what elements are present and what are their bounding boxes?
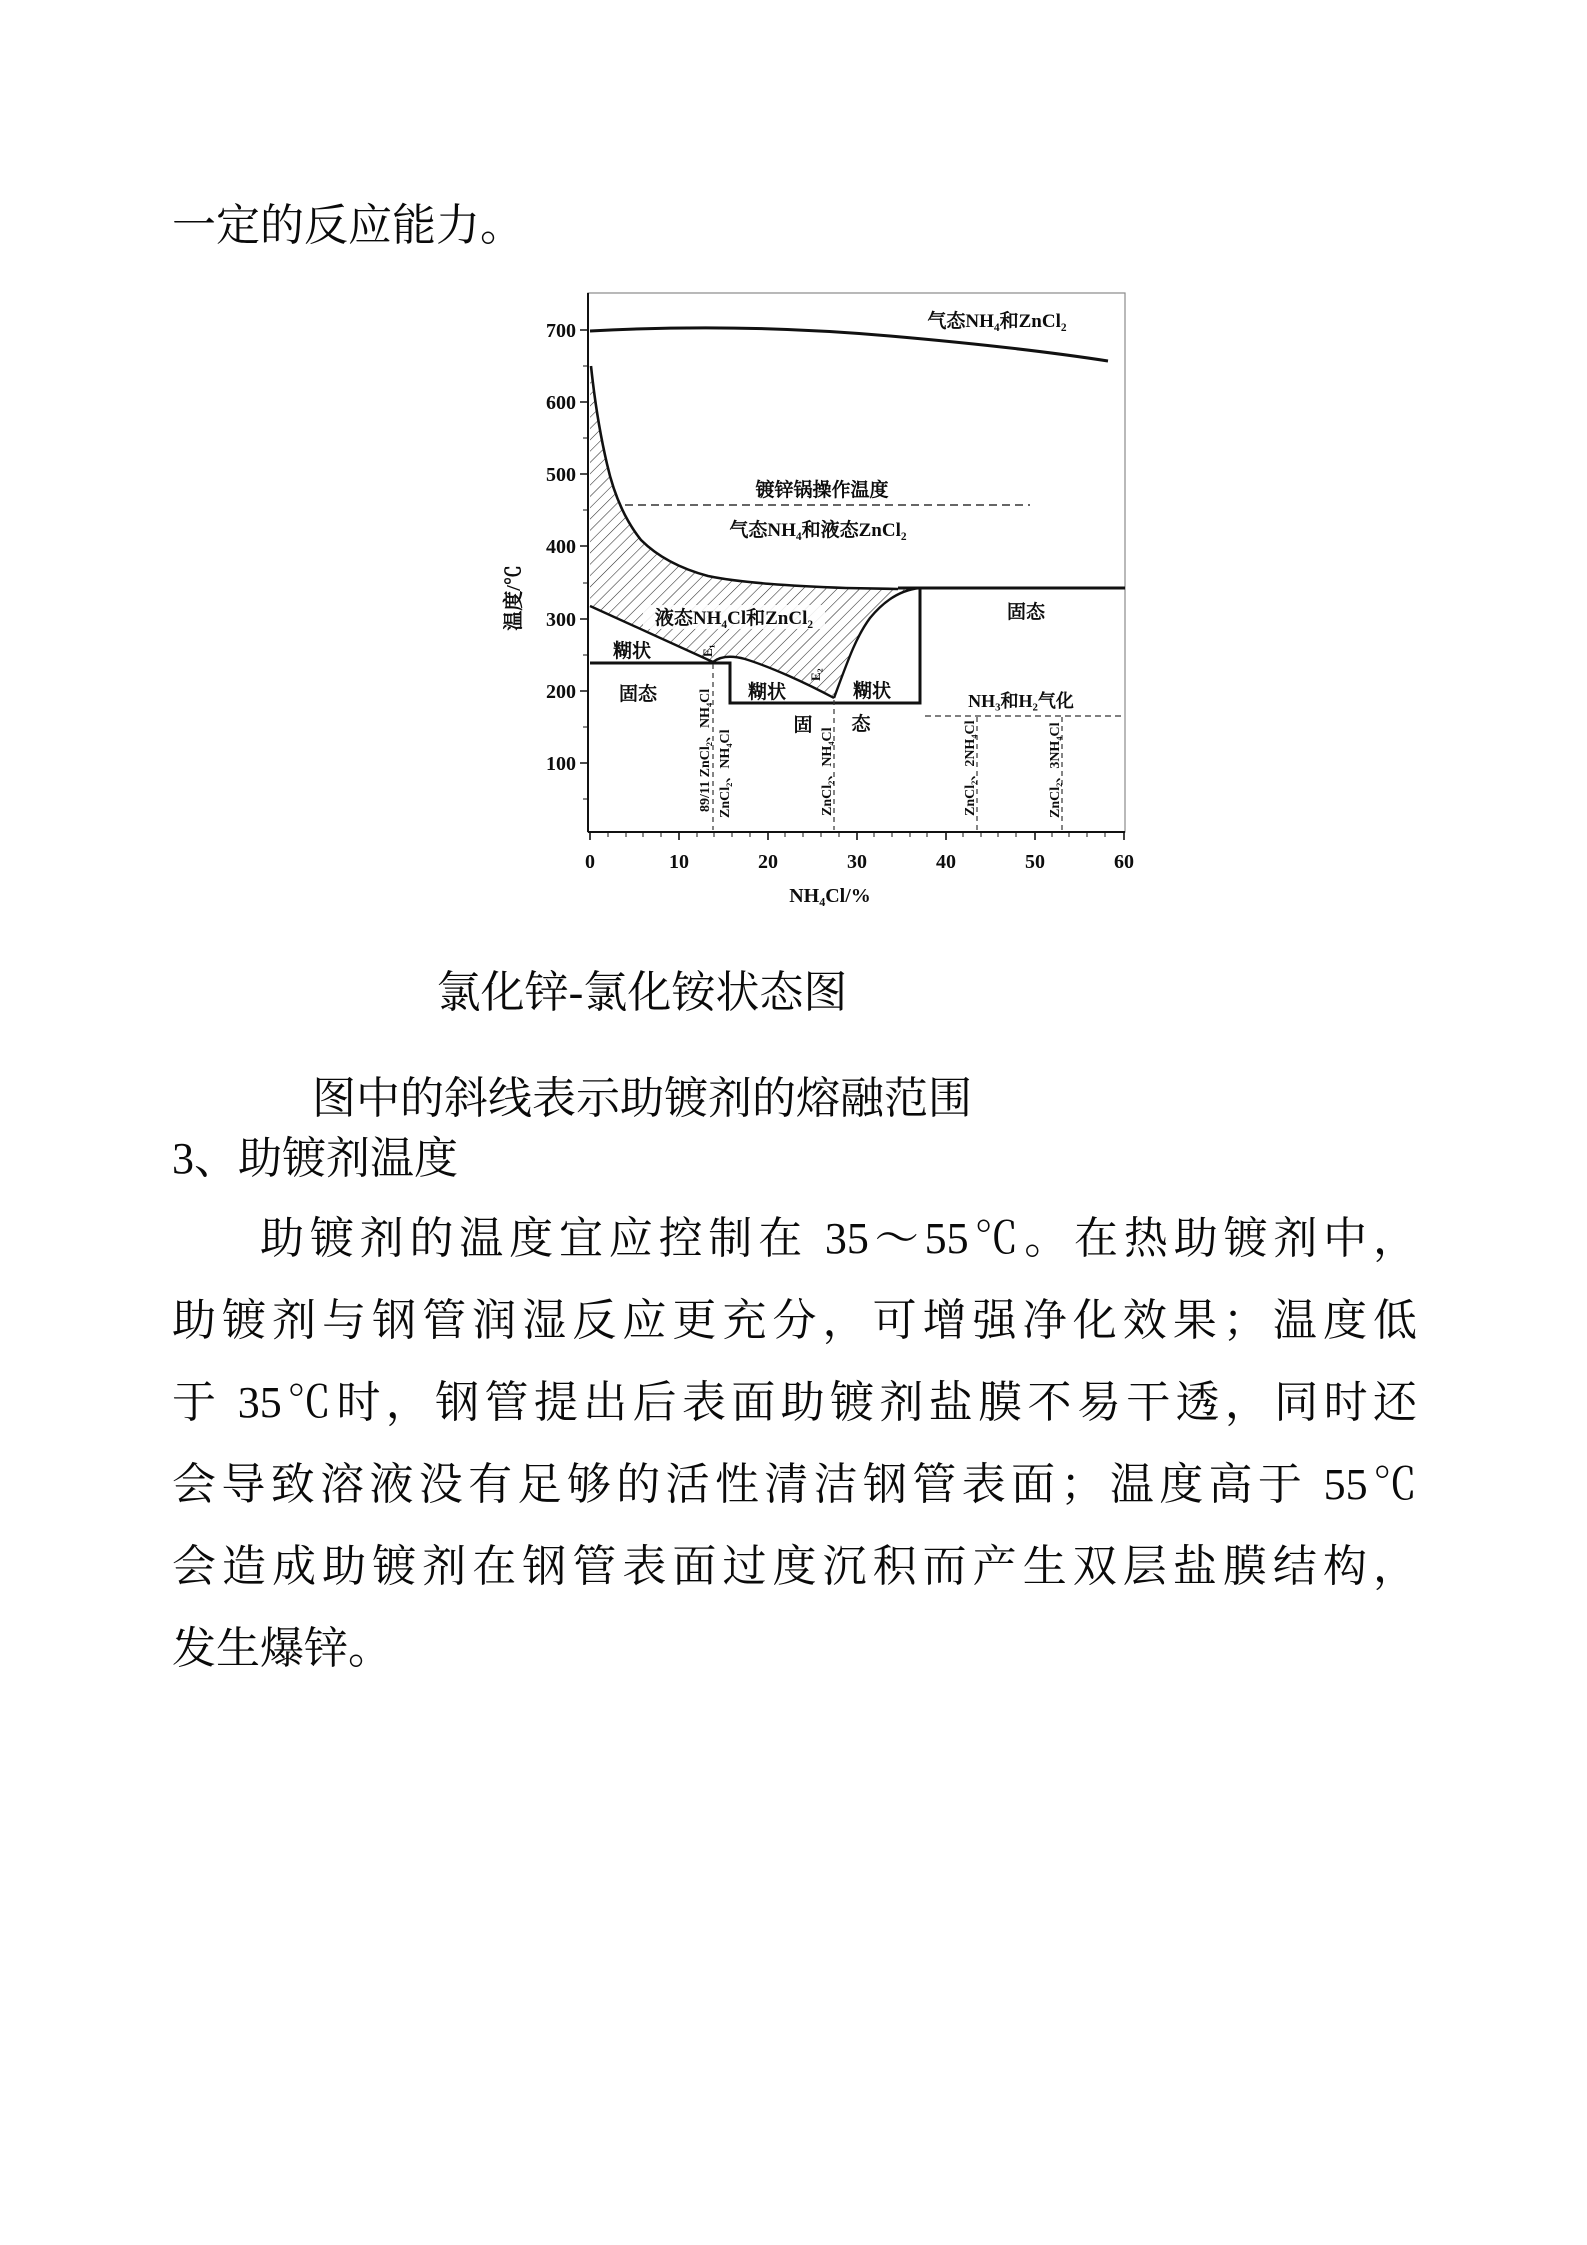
region-label-solid-right: 固态 (1006, 602, 1046, 623)
eutectic-label-e1: E₁ (700, 644, 715, 657)
section-heading: 3、助镀剂温度 (172, 1134, 458, 1183)
composition-label-1-3: ZnCl₂、3NH₄Cl (1048, 722, 1063, 818)
region-label-paste-left: 糊状 (612, 641, 652, 662)
y-tick-600: 600 (546, 392, 576, 414)
composition-label-1-2: ZnCl₂、2NH₄Cl (963, 720, 978, 816)
y-tick-300: 300 (546, 609, 576, 631)
x-tick-20: 20 (758, 851, 778, 873)
y-tick-700: 700 (546, 320, 576, 342)
composition-label-89-11: 89/11 ZnCl₂、NH₄Cl (698, 688, 713, 812)
paragraph-line-1: 助镀剂的温度宜应控制在 35～55℃。在热助镀剂中， (260, 1214, 1417, 1263)
intro-line: 一定的反应能力。 (172, 201, 524, 250)
figure-note: 图中的斜线表示助镀剂的熔融范围 (312, 1074, 972, 1123)
region-label-solid-mid-2: 态 (851, 714, 871, 735)
figure-caption: 氯化锌-氯化铵状态图 (436, 968, 848, 1017)
composition-label-1-1-b: ZnCl₂、NH₄Cl (820, 727, 835, 816)
paragraph-line-4: 会导致溶液没有足够的活性清洁钢管表面；温度高于 55℃ (172, 1460, 1417, 1509)
x-tick-50: 50 (1025, 851, 1045, 873)
x-major-ticks (590, 832, 1124, 840)
x-tick-60: 60 (1114, 851, 1134, 873)
region-label-paste-mid: 糊状 (747, 682, 787, 703)
x-tick-0: 0 (585, 851, 595, 873)
y-axis-title: 温度/℃ (503, 565, 525, 631)
region-label-solid-left: 固态 (618, 684, 658, 705)
paragraph-line-3: 于 35℃时，钢管提出后表面助镀剂盐膜不易干透，同时还 (172, 1378, 1417, 1427)
region-label-gas-liquid: 气态NH₄和液态ZnCl₂ (729, 520, 907, 541)
x-tick-10: 10 (669, 851, 689, 873)
eutectic-label-e2: E₂ (808, 668, 823, 681)
paragraph-line-5: 会造成助镀剂在钢管表面过度沉积而产生双层盐膜结构， (172, 1542, 1417, 1591)
paragraph-line-2: 助镀剂与钢管润湿反应更充分，可增强净化效果；温度低 (172, 1296, 1417, 1345)
paragraph-line-6: 发生爆锌。 (172, 1624, 392, 1673)
y-tick-400: 400 (546, 536, 576, 558)
x-tick-40: 40 (936, 851, 956, 873)
region-label-solid-mid-1: 固 (793, 715, 813, 736)
x-tick-30: 30 (847, 851, 867, 873)
composition-label-1-1-a: ZnCl₂、NH₄Cl (718, 729, 733, 818)
gas-boundary-curve (590, 328, 1108, 361)
y-tick-500: 500 (546, 464, 576, 486)
y-tick-200: 200 (546, 681, 576, 703)
y-tick-100: 100 (546, 753, 576, 775)
y-major-ticks (580, 330, 588, 763)
x-axis-title: NH₄Cl/% (789, 885, 871, 907)
operating-temperature-label: 镀锌锅操作温度 (755, 480, 889, 501)
region-label-liquid: 液态NH₄Cl和ZnCl₂ (654, 608, 814, 629)
region-label-gas: 气态NH₄和ZnCl₂ (927, 311, 1067, 332)
region-label-paste-right: 糊状 (852, 681, 892, 702)
vaporization-label: NH₃和H₂气化 (968, 691, 1074, 711)
phase-diagram-figure (430, 260, 1190, 920)
